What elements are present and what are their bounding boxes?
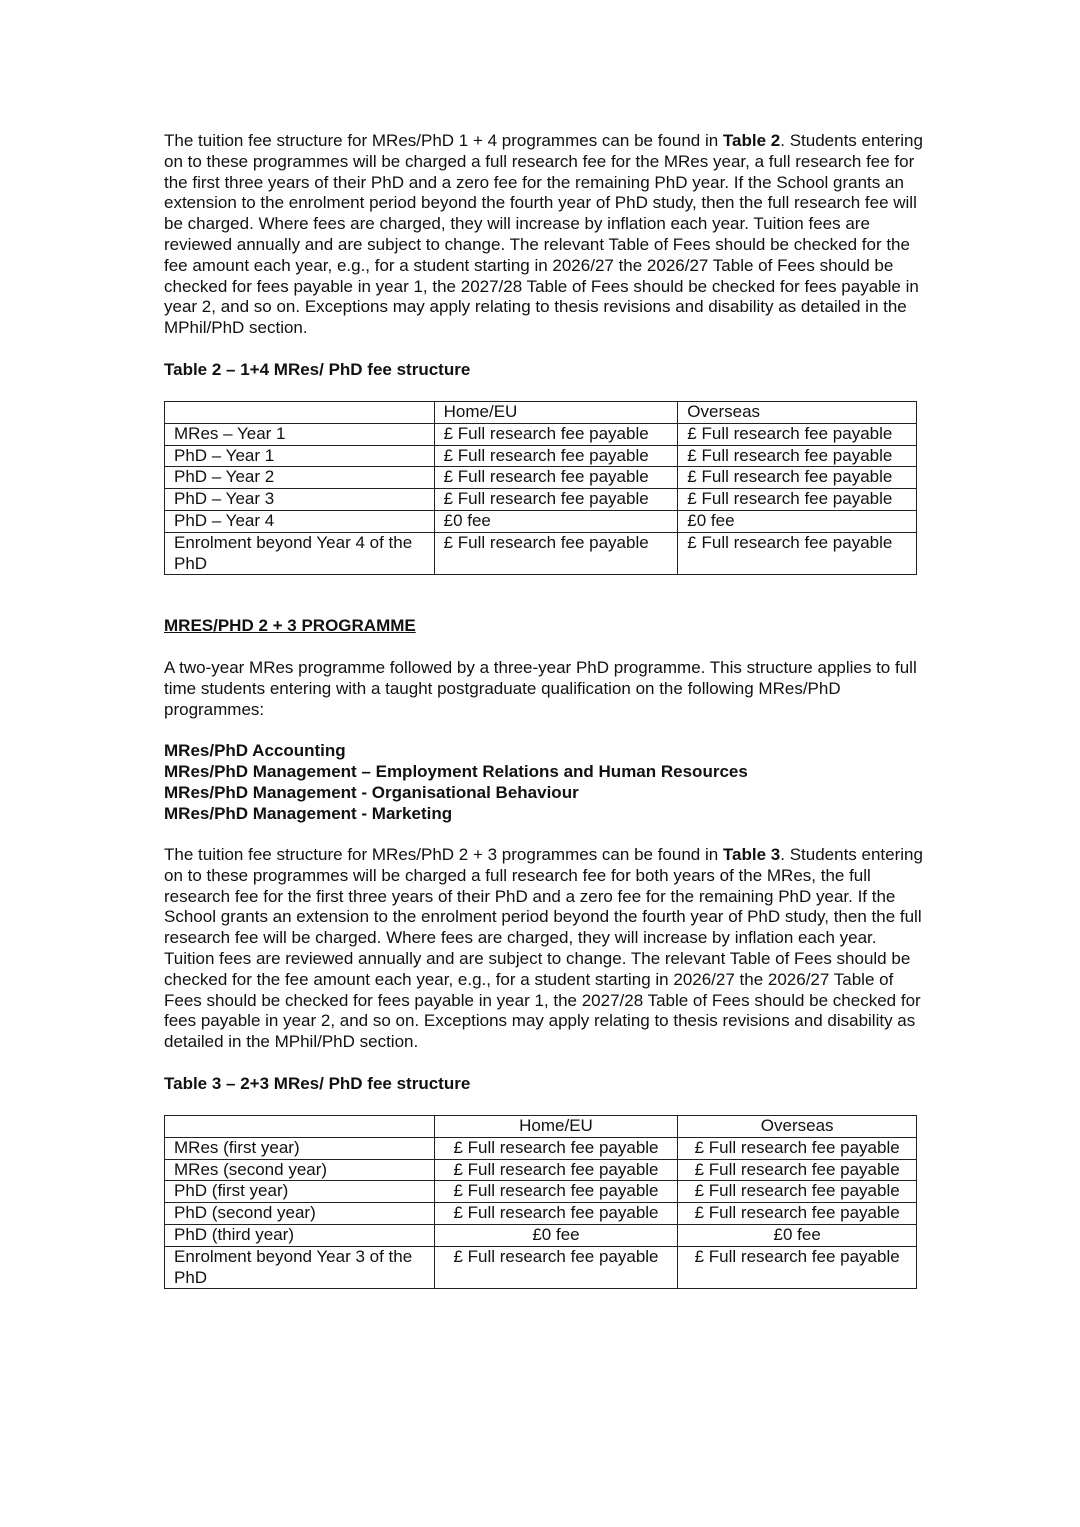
table-header-cell: Overseas [678,401,917,423]
table-row [165,1137,917,1159]
table-row [165,423,917,445]
document-page [164,131,924,1289]
table-cell: PhD – Year 3 [165,489,435,511]
table-cell: £ Full research fee payable [678,445,917,467]
table-cell: MRes (second year) [165,1159,435,1181]
table2-fee-structure [164,401,917,575]
table-cell: MRes – Year 1 [165,423,435,445]
table2-title: Table 2 – 1+4 MRes/ PhD fee structure [164,359,471,379]
table-cell: £0 fee [434,1225,678,1247]
table-cell: £ Full research fee payable [678,1159,917,1181]
table-row [165,445,917,467]
table-cell: £ Full research fee payable [434,445,678,467]
table-header-cell [165,401,435,423]
table-cell: £0 fee [678,510,917,532]
table-cell: £ Full research fee payable [434,1137,678,1159]
programme-item: MRes/PhD Accounting [164,741,346,761]
table-cell: PhD – Year 1 [165,445,435,467]
table-cell: £ Full research fee payable [678,1246,917,1289]
section1-intro-text-a: The tuition fee structure for MRes/PhD 1 + 4 programmes can be found in [164,131,723,150]
table-cell: £ Full research fee payable [678,467,917,489]
table-header-cell: Overseas [678,1116,917,1138]
table-cell: £ Full research fee payable [678,1137,917,1159]
table-cell: £0 fee [678,1225,917,1247]
programme-list [164,741,924,824]
table-header-row [165,401,917,423]
programme-item: MRes/PhD Management - Organisational Behaviour [164,782,579,802]
table-cell: PhD (first year) [165,1181,435,1203]
table-row [165,510,917,532]
programme-item: MRes/PhD Management – Employment Relations and Human Resources [164,761,748,781]
section1-intro-text-b: . Students entering on to these programmes will be charged a full research fee for the MRes year, a full research fee for the first three years of their PhD and a zero fee for the remaining PhD year. If the School grants an extension to the enrolment period beyond the fourth year of PhD study, then the full research fee will be charged. Where fees are charged, they will increase by inflation each year. Tuition fees are reviewed annually and are subject to change. The relevant Table of Fees should be checked for the fee amount each year, e.g., for a student starting in 2026/27 the 2026/27 Table of Fees should be checked for fees payable in year 1, the 2027/28 Table of Fees should be checked for fees payable in year 2, and so on. Exceptions may apply relating to thesis revisions and disability as detailed in the MPhil/PhD section. [164,131,923,338]
table-cell: £ Full research fee payable [434,1159,678,1181]
table-cell: PhD (second year) [165,1203,435,1225]
table-cell: £ Full research fee payable [434,489,678,511]
table-cell: £ Full research fee payable [434,467,678,489]
section2-heading: MRES/PHD 2 + 3 PROGRAMME [164,616,416,636]
table3-title: Table 3 – 2+3 MRes/ PhD fee structure [164,1073,471,1093]
table-cell: £0 fee [434,510,678,532]
table-cell: £ Full research fee payable [434,532,678,575]
table-cell: £ Full research fee payable [678,489,917,511]
table-row [165,467,917,489]
table-cell: £ Full research fee payable [678,532,917,575]
table-row [165,532,917,575]
table-cell: Enrolment beyond Year 3 of the PhD [165,1246,435,1289]
table-cell: £ Full research fee payable [434,1181,678,1203]
section2-intro-paragraph [164,845,924,1053]
section2-intro-text-a: The tuition fee structure for MRes/PhD 2 + 3 programmes can be found in [164,845,723,865]
section2-description: A two-year MRes programme followed by a three-year PhD programme. This structure applies to full time students entering with a taught postgraduate qualification on the following MRes/PhD programmes: [164,657,917,719]
table-cell: PhD – Year 2 [165,467,435,489]
table-header-cell: Home/EU [434,1116,678,1138]
table-row [165,1181,917,1203]
table-row [165,1203,917,1225]
spacer [164,575,924,616]
section2-intro-text-b: . Students entering on to these programmes will be charged a full research fee for both years of the MRes, the full research fee for the first three years of their PhD and a zero fee for the remaining PhD year. If the School grants an extension to the enrolment period beyond the fourth year of PhD study, then the full research fee will be charged. Where fees are charged, they will increase by inflation each year. Tuition fees are reviewed annually and are subject to change. The relevant Table of Fees should be checked for the fee amount each year, e.g., for a student starting in 2026/27 the 2026/27 Table of Fees should be checked for fees payable in year 1, the 2027/28 Table of Fees should be checked for fees payable in year 2, and so on. Exceptions may apply relating to thesis revisions and disability as detailed in the MPhil/PhD section. [164,845,923,1052]
programme-item: MRes/PhD Management - Marketing [164,803,453,823]
table-cell: £ Full research fee payable [434,1203,678,1225]
table-cell: MRes (first year) [165,1137,435,1159]
table-cell: £ Full research fee payable [434,1246,678,1289]
table-cell: £ Full research fee payable [434,423,678,445]
section1-table-reference: Table 2 [722,131,781,150]
table-row [165,489,917,511]
table-row [165,1246,917,1289]
table-cell: PhD (third year) [165,1225,435,1247]
table-cell: £ Full research fee payable [678,423,917,445]
table-header-cell: Home/EU [434,401,678,423]
table-row [165,1225,917,1247]
table-cell: £ Full research fee payable [678,1203,917,1225]
table-cell: Enrolment beyond Year 4 of the PhD [165,532,435,575]
table3-fee-structure [164,1115,917,1289]
table-row [165,1159,917,1181]
section2-table-reference: Table 3 [722,845,781,865]
table-header-cell [165,1116,435,1138]
table-cell: PhD – Year 4 [165,510,435,532]
table-header-row [165,1116,917,1138]
section1-intro-paragraph [164,131,924,339]
table-cell: £ Full research fee payable [678,1181,917,1203]
